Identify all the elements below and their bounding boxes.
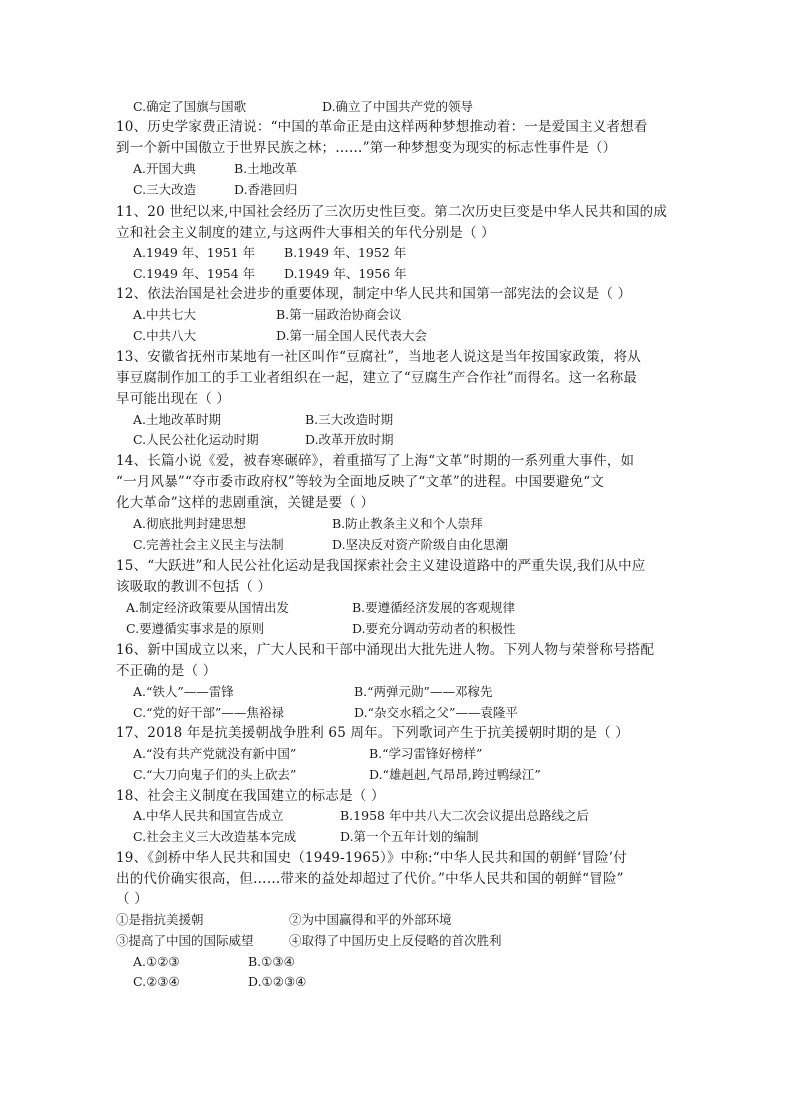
q13-line-3: 早可能出现在（ ） [116, 391, 231, 407]
q18-option-d: D.第一个五年计划的编制 [340, 829, 479, 844]
q19-option-b: B.①③④ [248, 954, 295, 969]
q9-option-c: C.确定了国旗与国歌 [133, 99, 247, 114]
q14-option-d: D.坚决反对资产阶级自由化思潮 [332, 537, 509, 552]
q14-option-b: B.防止教条主义和个人崇拜 [332, 516, 483, 531]
q18-line-1: 18、社会主义制度在我国建立的标志是（ ） [116, 788, 385, 804]
q16-option-d: D.“杂交水稻之父”——袁隆平 [354, 705, 518, 720]
q13-line-1: 13、安徽省抚州市某地有一社区叫作“豆腐社”，当地老人说这是当年按国家政策，将从 [116, 349, 641, 365]
q11-line-1: 11、20 世纪以来,中国社会经历了三次历史性巨变。第二次历史巨变是中华人民共和国的成 [116, 204, 668, 220]
q14-line-3: 化大革命”这样的悲剧重演，关键是要（ ） [116, 495, 375, 511]
q11-line-2: 立和社会主义制度的建立,与这两件大事相关的年代分别是（ ） [116, 225, 495, 241]
q11-option-c: C.1949 年、1954 年 [133, 266, 256, 281]
q14-option-a: A.彻底批判封建思想 [133, 516, 247, 531]
q12-option-c: C.中共八大 [133, 328, 197, 343]
q11-option-a: A.1949 年、1951 年 [133, 245, 256, 260]
q9-option-d: D.确立了中国共产党的领导 [322, 99, 474, 114]
q10-line-1: 10、历史学家费正清说：“中国的革命正是由这样两种梦想推动着：一是爱国主义者想看 [116, 119, 648, 135]
q10-option-a: A.开国大典 [133, 161, 197, 176]
q15-option-b: B.要遵循经济发展的客观规律 [352, 600, 516, 615]
q16-option-a: A.“铁人”——雷锋 [133, 684, 234, 699]
q18-option-a: A.中华人民共和国宣告成立 [133, 808, 284, 823]
q10-option-b: B.土地改革 [234, 161, 298, 176]
q19-statement-3: ③提高了中国的国际威望 [116, 933, 254, 948]
q17-line-1: 17、2018 年是抗美援朝战争胜利 65 周年。下列歌词产生于抗美援朝时期的是（ ） [116, 725, 629, 741]
q13-option-b: B.三大改造时期 [305, 412, 394, 427]
q17-option-c: C.“大刀向鬼子们的头上砍去” [133, 767, 297, 782]
q19-statement-4: ④取得了中国历史上反侵略的首次胜利 [289, 933, 502, 948]
q15-option-d: D.要充分调动劳动者的积极性 [352, 621, 516, 636]
q17-option-b: B.“学习雷锋好榜样” [369, 746, 483, 761]
q14-option-c: C.完善社会主义民主与法制 [133, 537, 284, 552]
q17-option-a: A.“没有共产党就没有新中国” [133, 746, 297, 761]
q19-line-1: 19、《剑桥中华人民共和国史（1949-1965）》中称:“中华人民共和国的朝鲜‘冒险’付 [116, 850, 627, 866]
q15-option-c: C.要遵循实事求是的原则 [126, 621, 265, 636]
q12-option-a: A.中共七大 [133, 307, 197, 322]
q12-option-d: D.第一届全国人民代表大会 [276, 328, 428, 343]
q19-line-3: （ ） [116, 891, 148, 907]
q11-option-d: D.1949 年、1956 年 [284, 266, 407, 281]
q16-option-b: B.“两弹元勋”——邓稼先 [354, 684, 493, 699]
q16-line-1: 16、新中国成立以来，广大人民和干部中涌现出大批先进人物。下列人物与荣誉称号搭配 [116, 642, 655, 658]
q10-option-d: D.香港回归 [234, 182, 298, 197]
q16-option-c: C.“党的好干部”——焦裕禄 [133, 705, 284, 720]
q11-option-b: B.1949 年、1952 年 [284, 245, 407, 260]
q18-option-c: C.社会主义三大改造基本完成 [133, 829, 297, 844]
q13-option-a: A.土地改革时期 [133, 412, 222, 427]
q13-option-d: D.改革开放时期 [305, 432, 394, 447]
q15-line-1: 15、“大跃进”和人民公社化运动是我国探索社会主义建设道路中的严重失误,我们从中应 [116, 558, 646, 574]
q13-option-c: C.人民公社化运动时期 [133, 432, 259, 447]
q15-line-2: 该吸取的教训不包括（ ） [116, 579, 272, 595]
q13-line-2: 事豆腐制作加工的手工业者组织在一起，建立了“豆腐生产合作社”而得名。这一名称最 [116, 370, 638, 386]
q12-option-b: B.第一届政治协商会议 [276, 307, 402, 322]
q19-statement-1: ①是指抗美援朝 [116, 912, 204, 927]
q19-line-2: 出的代价确实很高，但……带来的益处却超过了代价。”中华人民共和国的朝鲜“冒险” [116, 871, 624, 887]
q14-line-2: “一月风暴”“夺市委市政府权”等较为全面地反映了“文革”的进程。中国要避免“文 [116, 474, 605, 490]
q15-option-a: A.制定经济政策要从国情出发 [126, 600, 290, 615]
q10-line-2: 到一个新中国傲立于世界民族之林；……”第一种梦想变为现实的标志性事件是（） [116, 140, 617, 156]
q12-line-1: 12、依法治国是社会进步的重要体现，制定中华人民共和国第一部宪法的会议是（ ） [116, 286, 632, 302]
q18-option-b: B.1958 年中共八大二次会议提出总路线之后 [340, 808, 589, 823]
q19-option-a: A.①②③ [133, 954, 180, 969]
q16-line-2: 不正确的是（ ） [116, 663, 217, 679]
q17-option-d: D.“雄赳赳,气昂昂,跨过鸭绿江” [369, 767, 541, 782]
q19-option-c: C.②③④ [133, 974, 180, 989]
q19-statement-2: ②为中国赢得和平的外部环境 [289, 912, 452, 927]
q19-option-d: D.①②③④ [248, 974, 307, 989]
q14-line-1: 14、长篇小说《爱，被春寒碾碎》，着重描写了上海“文革”时期的一系列重大事件，如 [116, 453, 635, 469]
q10-option-c: C.三大改造 [133, 182, 197, 197]
